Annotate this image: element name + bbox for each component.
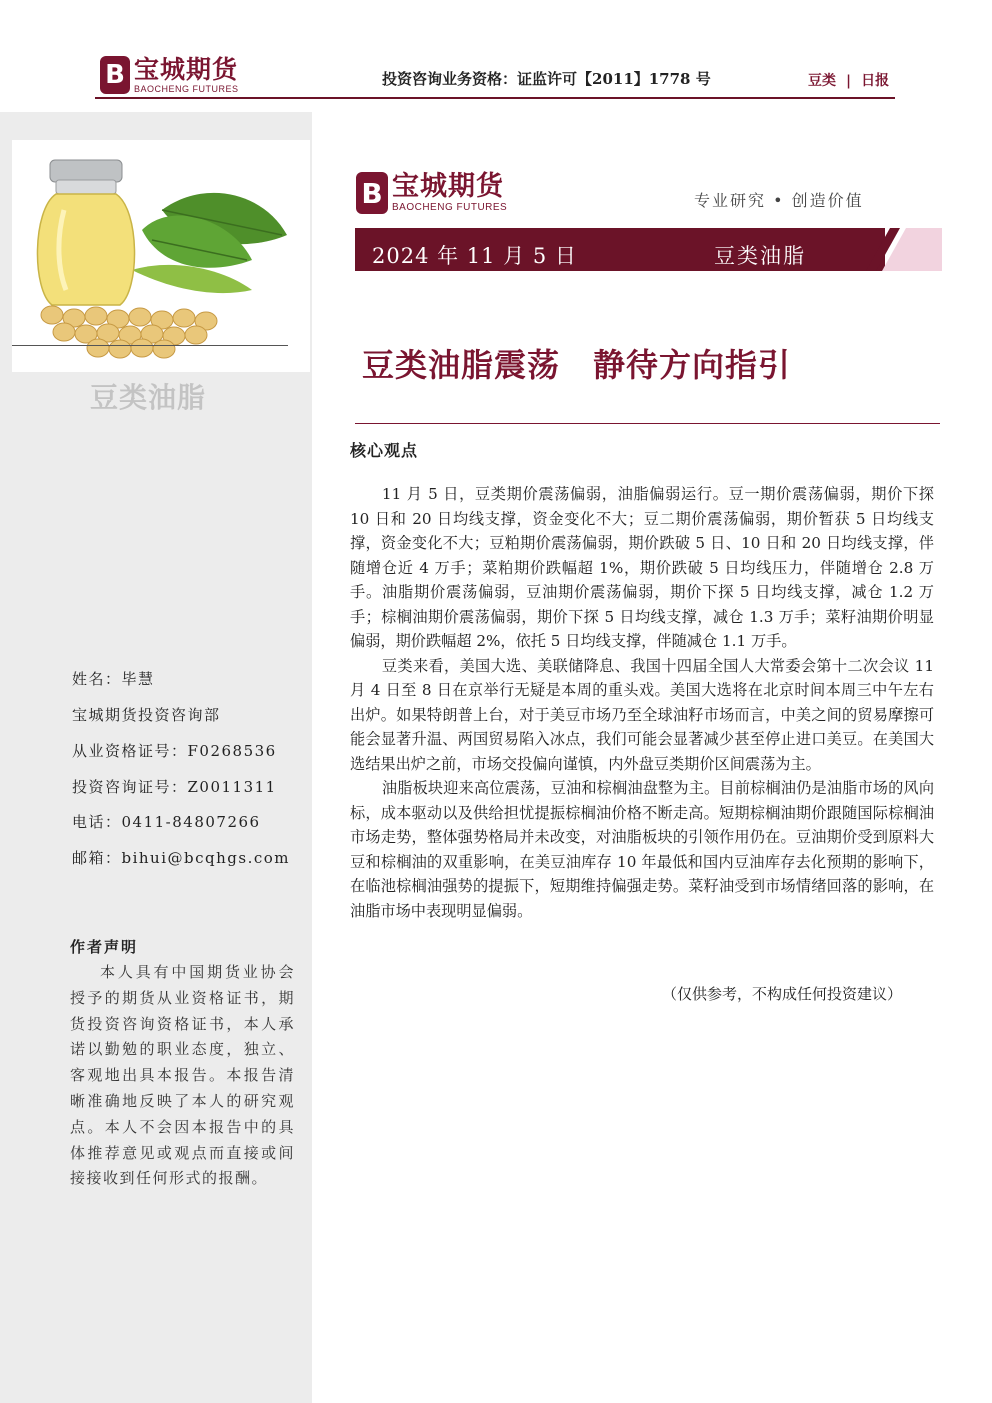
report-body bbox=[350, 482, 934, 923]
report-title: 豆类油脂震荡 静待方向指引 bbox=[362, 346, 792, 384]
baocheng-cover-logo-icon: B bbox=[356, 172, 388, 214]
header-logo-en: BAOCHENG FUTURES bbox=[134, 83, 239, 94]
body-paragraph: 油脂板块迎来高位震荡，豆油和棕榈油盘整为主。目前棕榈油仍是油脂市场的风向标，成本驱动以及供给担忧提振棕榈油价格不断走高。短期棕榈油期价跟随国际棕榈油市场走势，整体强势格局并未改变，对油脂板块的引领作用仍在。豆油期价受到原料大豆和棕榈油的双重影响，在美豆油库存 10 年最低和国内豆油库存去化预期的影响下，在临池棕榈油强势的提振下，短期维持偏强走势。菜籽油受到市场情绪回落的影响，在油脂市场中表现明显偏弱。 bbox=[350, 779, 934, 920]
slogan: 专业研究 • 创造价值 bbox=[694, 191, 864, 210]
analyst-dept: 宝城期货投资咨询部 bbox=[72, 706, 221, 724]
header-logo-cn: 宝城期货 bbox=[134, 54, 239, 84]
cover-logo-cn: 宝城期货 bbox=[392, 171, 504, 202]
title-divider bbox=[355, 423, 940, 424]
tag-category: 豆类 bbox=[808, 73, 836, 89]
report-date: 2024 年 11 月 5 日 bbox=[372, 244, 577, 268]
baocheng-logo-icon: B bbox=[100, 56, 130, 94]
product-photo bbox=[12, 140, 310, 372]
disclaimer-note: （仅供参考，不构成任何投资建议） bbox=[662, 986, 903, 1003]
analyst-email: 邮箱：bihui@bcqhgs.com bbox=[72, 849, 291, 867]
cover-logo bbox=[356, 172, 507, 214]
body-paragraph: 11 月 5 日，豆类期价震荡偏弱，油脂偏弱运行。豆一期价震荡偏弱，期价下探 10 日和 20 日均线支撑，资金变化不大；豆二期价震荡偏弱，期价暂获 5 日均线支撑，资金变化不大；豆粕期价震荡偏弱，期价跌破 5 日、10 日和 20 日均线支撑，伴随增仓近 4 万手；菜粕期价跌幅超 1%，期价跌破 5 日均线压力，伴随增仓 2.8 万手。油脂期价震荡偏弱，豆油期价震荡偏弱，期价下探 5 日均线支撑，减仓 1.2 万手；棕榈油期价震荡偏弱，期价下探 5 日均线支撑，减仓 1.3 万手；菜籽油期价明显偏弱，期价跌幅超 2%，依托 5 日均线支撑，伴随减仓 1.1 万手。 bbox=[350, 485, 934, 650]
analyst-name: 姓名：毕慧 bbox=[72, 670, 155, 688]
header-logo bbox=[100, 56, 239, 94]
license-text: 投资咨询业务资格：证监许可【2011】1778 号 bbox=[382, 70, 711, 88]
header-divider bbox=[95, 97, 895, 99]
declaration-heading: 作者声明 bbox=[70, 938, 139, 956]
tag-type: 日报 bbox=[861, 73, 890, 89]
tag-separator: | bbox=[846, 73, 852, 89]
sidebar-title: 豆类油脂 bbox=[90, 381, 207, 414]
core-view-heading: 核心观点 bbox=[350, 441, 419, 460]
analyst-advisory-cert: 投资咨询证号：Z0011311 bbox=[72, 778, 277, 796]
analyst-phone: 电话：0411-84807266 bbox=[72, 813, 261, 831]
analyst-cert: 从业资格证号：F0268536 bbox=[72, 742, 277, 760]
oil-jar-soybeans-image bbox=[12, 140, 310, 372]
report-tags bbox=[808, 70, 889, 90]
cover-logo-en: BAOCHENG FUTURES bbox=[392, 202, 508, 213]
photo-divider bbox=[12, 345, 288, 346]
declaration-text: 本人具有中国期货业协会授予的期货从业资格证书，期货投资咨询资格证书，本人承诺以勤勉的职业态度，独立、客观地出具本报告。本报告清晰准确地反映了本人的研究观点。本人不会因本报告中的具体推荐意见或观点而直接或间接接收到任何形式的报酬。 bbox=[70, 963, 295, 1188]
report-category: 豆类油脂 bbox=[714, 244, 806, 268]
body-paragraph: 豆类来看，美国大选、美联储降息、我国十四届全国人大常委会第十二次会议 11 月 4 日至 8 日在京举行无疑是本周的重头戏。美国大选将在北京时间本周三中午左右出炉。如果特朗普上台，对于美豆市场乃至全球油籽市场而言，中美之间的贸易摩擦可能会显著升温、两国贸易陷入冰点，我们可能会显著减少甚至停止进口美豆。在美国大选结果出炉之前，市场交投偏向谨慎，内外盘豆类期价区间震荡为主。 bbox=[350, 656, 934, 773]
band-stripes-decoration bbox=[860, 228, 942, 271]
